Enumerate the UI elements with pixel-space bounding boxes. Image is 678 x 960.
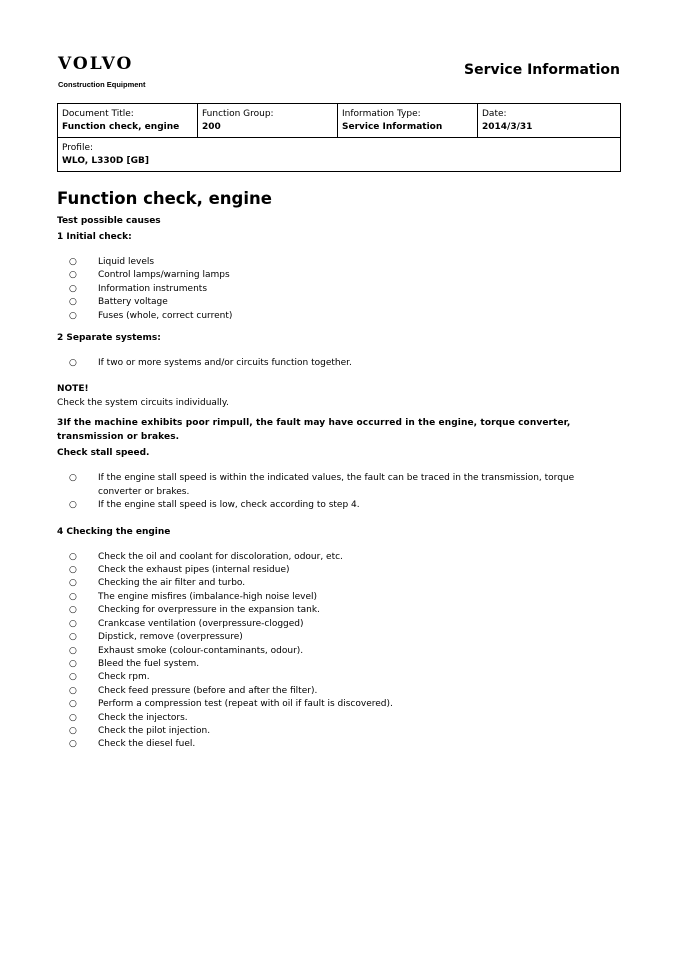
note-label: NOTE! — [57, 384, 89, 395]
list-item-text: If the engine stall speed is low, check according to step 4. — [98, 500, 360, 511]
list-item-text: Checking the air filter and turbo. — [98, 578, 246, 589]
circle-bullet-icon: ○ — [69, 310, 77, 321]
list-item-text: Battery voltage — [98, 297, 168, 308]
circle-bullet-icon: ○ — [69, 739, 77, 750]
volvo-logo — [58, 56, 146, 89]
list-item-text: Fuses (whole, correct current) — [98, 310, 233, 321]
circle-bullet-icon: ○ — [69, 645, 77, 656]
section2-list — [57, 357, 620, 370]
list-item-text: If the engine stall speed is within the indicated values, the fault can be traced in the transmission, torque converter or brakes. — [98, 473, 575, 497]
list-item — [57, 591, 620, 604]
date-cell — [478, 104, 621, 138]
document-body — [57, 188, 620, 752]
brand-name: VOLVO — [58, 54, 134, 74]
section1-heading: 1 Initial check: — [57, 232, 132, 242]
subtitle: Test possible causes — [57, 216, 161, 226]
circle-bullet-icon: ○ — [69, 473, 77, 484]
list-item-text: Check the pilot injection. — [98, 725, 211, 736]
list-item-text: Crankcase ventilation (overpressure-clogged) — [98, 618, 304, 629]
doc-title-value: Function check, engine — [62, 122, 180, 132]
list-item — [57, 577, 620, 590]
list-item — [57, 269, 620, 282]
list-item-text: Check feed pressure (before and after the filter). — [98, 685, 318, 696]
list-item — [57, 671, 620, 684]
list-item-text: Bleed the fuel system. — [98, 658, 200, 669]
header-title: Service Information — [464, 62, 620, 78]
brand-subtitle: Construction Equipment — [58, 80, 146, 89]
circle-bullet-icon: ○ — [69, 500, 77, 511]
list-item-text: Check rpm. — [98, 672, 150, 683]
section4-list — [57, 551, 620, 752]
info-type-value: Service Information — [342, 122, 443, 132]
circle-bullet-icon: ○ — [69, 725, 77, 736]
doc-title-cell — [58, 104, 198, 138]
circle-bullet-icon: ○ — [69, 658, 77, 669]
list-item-text: Perform a compression test (repeat with oil if fault is discovered). — [98, 699, 393, 710]
profile-cell — [58, 138, 621, 172]
list-item-text: The engine misfires (imbalance-high noise level) — [98, 591, 318, 602]
section4-heading: 4 Checking the engine — [57, 526, 171, 537]
list-item — [57, 283, 620, 296]
list-item — [57, 499, 620, 512]
profile-label: Profile: — [62, 143, 94, 153]
circle-bullet-icon: ○ — [69, 591, 77, 602]
list-item-text: Information instruments — [98, 283, 208, 294]
list-item-text: Check the exhaust pipes (internal residue) — [98, 565, 290, 576]
list-item-text: Check the oil and coolant for discoloration, odour, etc. — [98, 551, 343, 562]
list-item — [57, 296, 620, 309]
list-item — [57, 631, 620, 644]
info-type-cell — [338, 104, 478, 138]
note-text: Check the system circuits individually. — [57, 398, 229, 409]
list-item — [57, 310, 620, 323]
circle-bullet-icon: ○ — [69, 685, 77, 696]
list-item — [57, 658, 620, 671]
circle-bullet-icon: ○ — [69, 283, 77, 294]
section2-heading: 2 Separate systems: — [57, 333, 161, 344]
page-title: Function check, engine — [57, 189, 272, 208]
section1-list — [57, 256, 620, 323]
list-item — [57, 738, 620, 751]
list-item-text: Control lamps/warning lamps — [98, 270, 230, 281]
info-type-label: Information Type: — [342, 109, 421, 119]
list-item — [57, 725, 620, 738]
document-meta-table — [57, 103, 621, 172]
list-item — [57, 685, 620, 698]
list-item-text: Checking for overpressure in the expansion tank. — [98, 605, 320, 616]
list-item — [57, 472, 620, 499]
circle-bullet-icon: ○ — [69, 712, 77, 723]
circle-bullet-icon: ○ — [69, 358, 77, 369]
list-item-text: Exhaust smoke (colour-contaminants, odour). — [98, 645, 304, 656]
circle-bullet-icon: ○ — [69, 565, 77, 576]
list-item-text: Dipstick, remove (overpressure) — [98, 632, 243, 643]
function-group-cell — [198, 104, 338, 138]
date-value: 2014/3/31 — [482, 122, 533, 132]
function-group-label: Function Group: — [202, 109, 274, 119]
profile-value: WLO, L330D [GB] — [62, 156, 149, 166]
list-item — [57, 256, 620, 269]
circle-bullet-icon: ○ — [69, 297, 77, 308]
list-item — [57, 712, 620, 725]
circle-bullet-icon: ○ — [69, 578, 77, 589]
list-item — [57, 618, 620, 631]
circle-bullet-icon: ○ — [69, 605, 77, 616]
section3-list — [57, 472, 620, 512]
circle-bullet-icon: ○ — [69, 257, 77, 267]
list-item-text: Check the diesel fuel. — [98, 739, 196, 750]
list-item — [57, 698, 620, 711]
list-item — [57, 604, 620, 617]
list-item-text: Liquid levels — [98, 257, 155, 267]
list-item — [57, 564, 620, 577]
section3-heading: 3If the machine exhibits poor rimpull, the fault may have occurred in the engine, torque converter, transmission or brakes. — [57, 418, 571, 443]
circle-bullet-icon: ○ — [69, 270, 77, 281]
list-item — [57, 551, 620, 564]
list-item-text: Check the injectors. — [98, 712, 188, 723]
list-item — [57, 645, 620, 658]
list-item-text: If two or more systems and/or circuits function together. — [98, 358, 352, 369]
function-group-value: 200 — [202, 122, 221, 132]
date-label: Date: — [482, 109, 507, 119]
circle-bullet-icon: ○ — [69, 551, 77, 562]
circle-bullet-icon: ○ — [69, 672, 77, 683]
section3-subheading: Check stall speed. — [57, 448, 150, 459]
list-item — [57, 357, 620, 370]
circle-bullet-icon: ○ — [69, 618, 77, 629]
circle-bullet-icon: ○ — [69, 699, 77, 710]
circle-bullet-icon: ○ — [69, 632, 77, 643]
doc-title-label: Document Title: — [62, 109, 134, 119]
